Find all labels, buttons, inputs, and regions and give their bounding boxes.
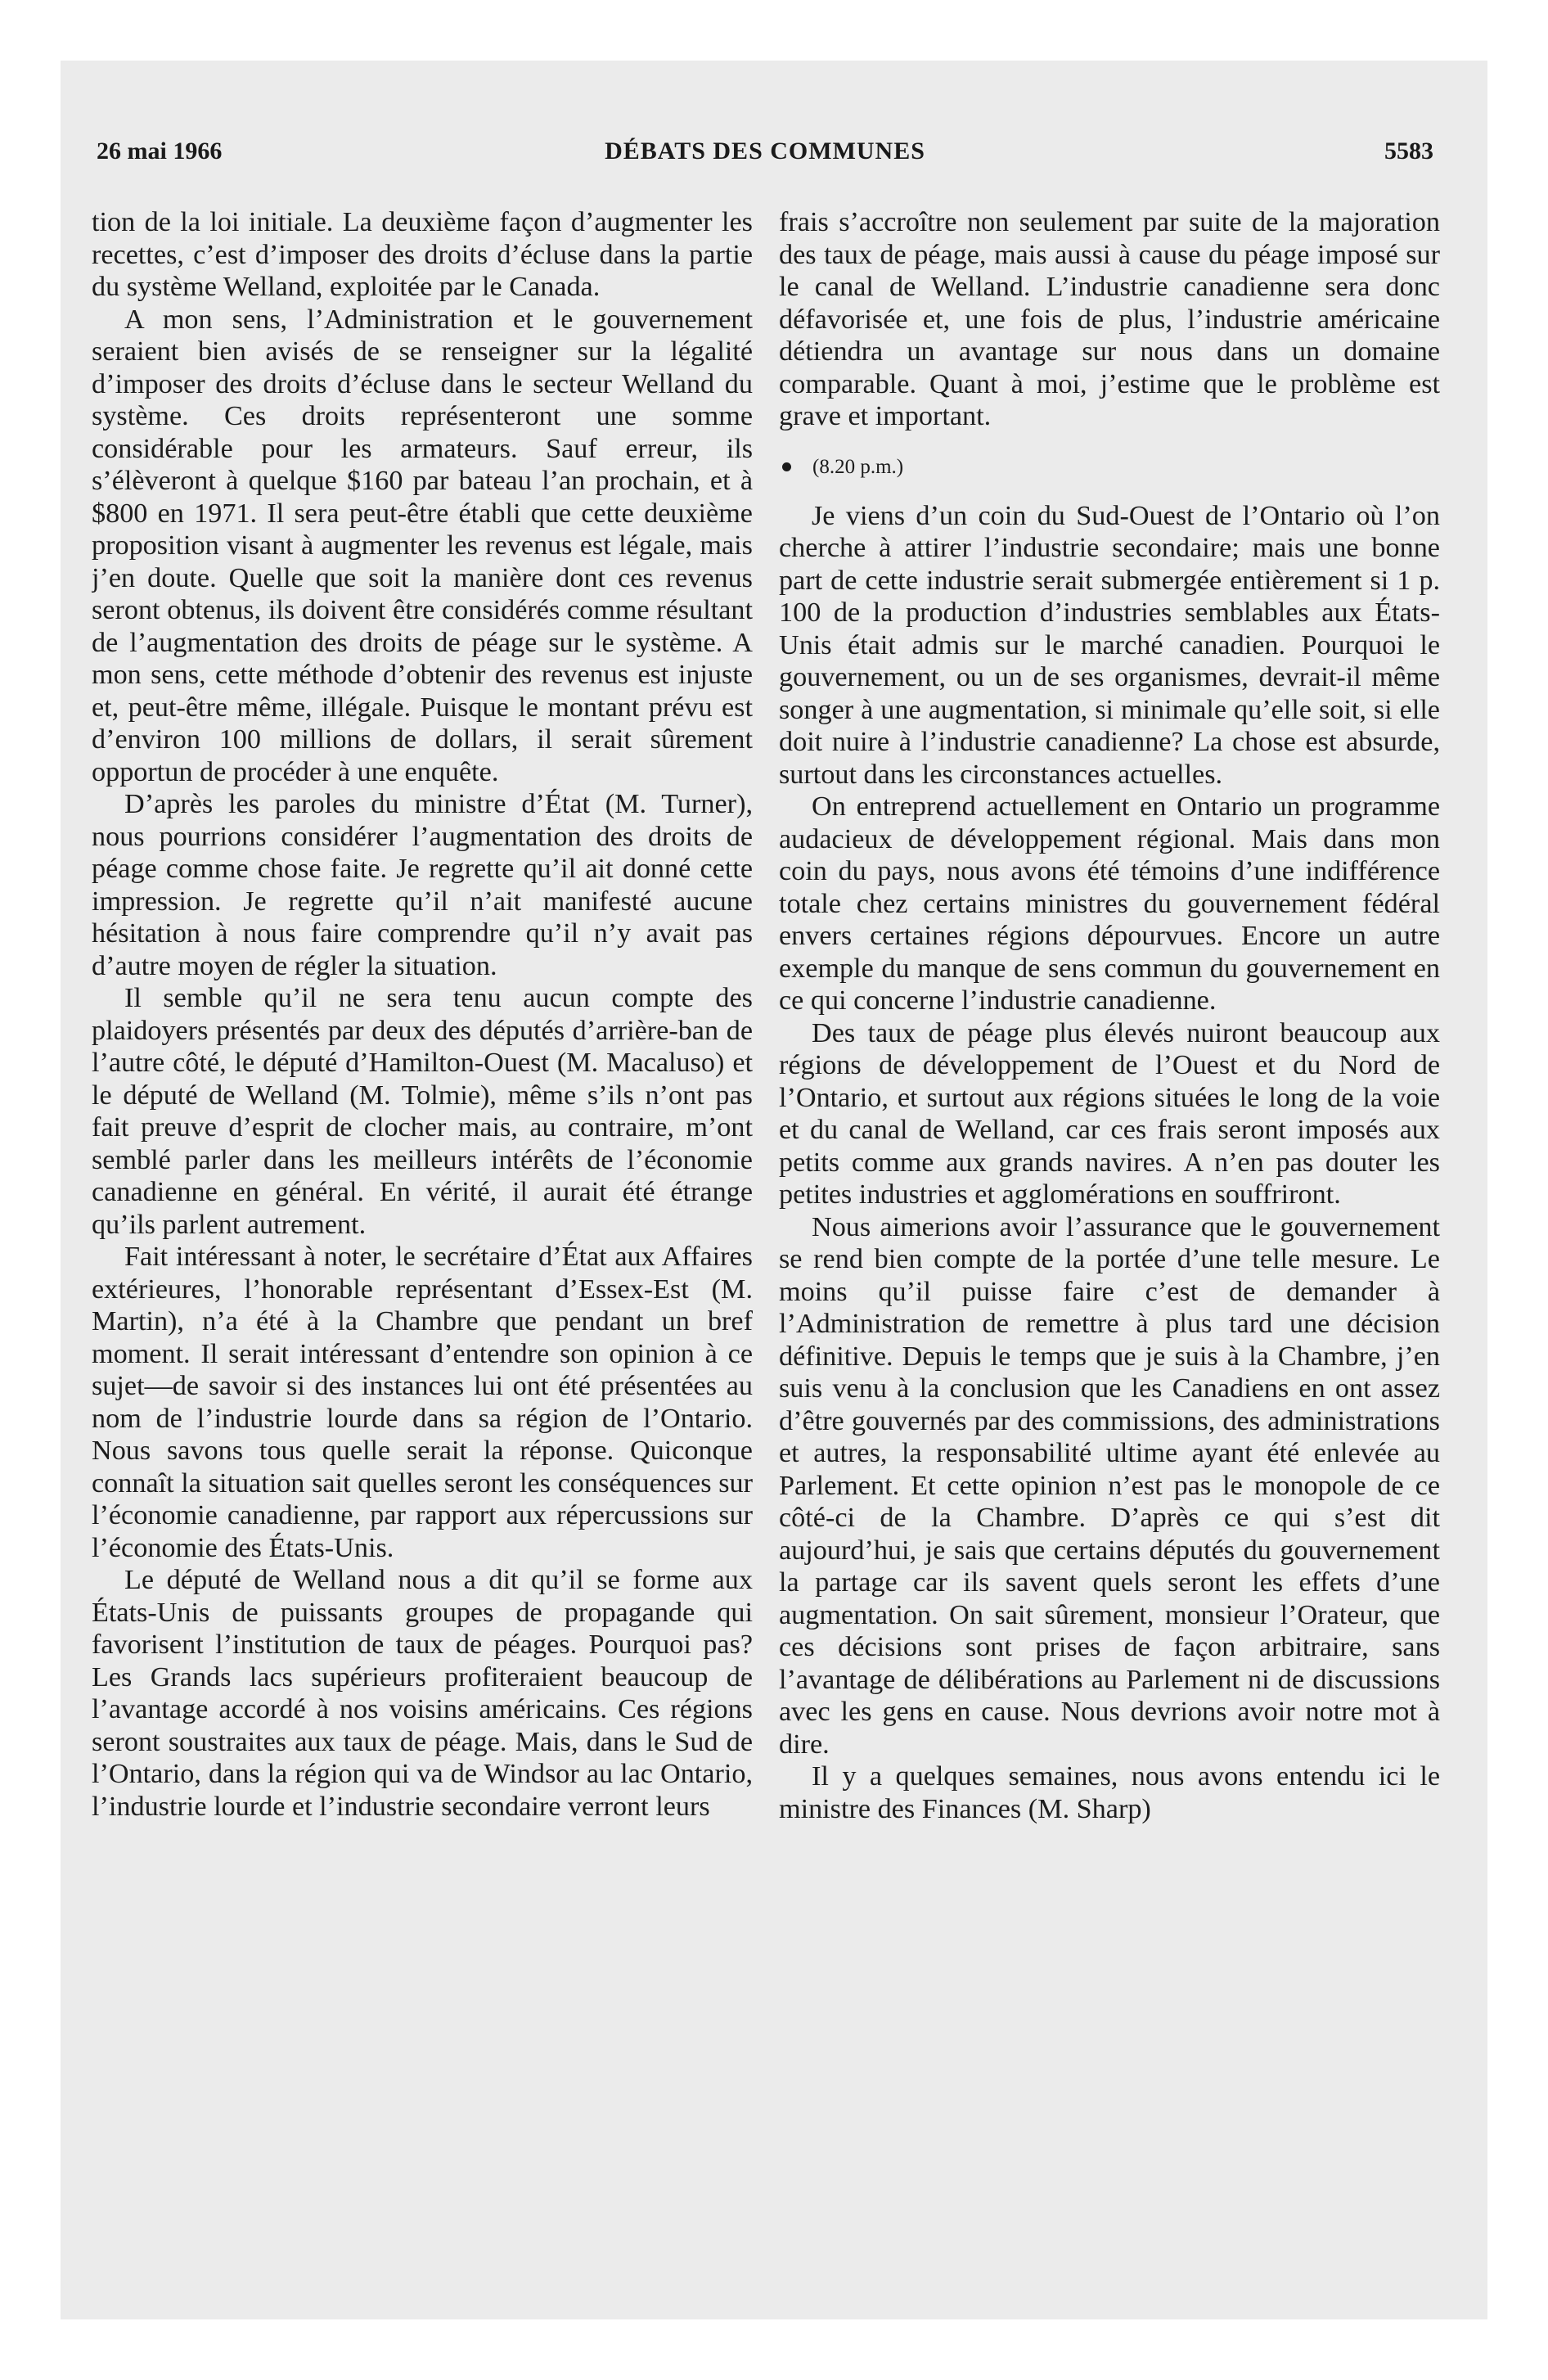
bullet-icon bbox=[782, 462, 791, 471]
header-page-number: 5583 bbox=[1384, 137, 1433, 165]
paragraph: Le député de Welland nous a dit qu’il se forme aux États-Unis de puissants groupes de propagande qui favorisent l’institution de taux de péages. Pourquoi pas? Les Grands lacs supérieurs profiteraient beaucoup de l’avantage accordé à nos voisins américains. Ces régions seront soustraites aux taux de péage. Mais, dans le Sud de l’Ontario, dans la région qui va de Windsor au lac Ontario, l’industrie lourde et l’industrie secondaire verront leurs bbox=[92, 1565, 753, 1822]
paragraph: frais s’accroître non seulement par suite de la majoration des taux de péage, mais aussi à cause du péage imposé sur le canal de Welland. L’industrie canadienne sera donc défavorisée et, une fois de plus, l’industrie américaine détiendra un avantage sur nous dans un domaine comparable. Quant à moi, j’estime que le problème est grave et important. bbox=[779, 207, 1440, 431]
paragraph: Je viens d’un coin du Sud-Ouest de l’Ontario où l’on cherche à attirer l’industrie secondaire; mais une bonne part de cette industrie serait submergée entièrement si 1 p. 100 de la production d’industries semblables aux États-Unis était admis sur le marché canadien. Pourquoi le gouvernement, ou un de ses organismes, devrait-il même songer à une augmentation, si minimale qu’elle soit, si elle doit nuire à l’industrie canadienne? La chose est absurde, surtout dans les circonstances actuelles. bbox=[779, 500, 1440, 790]
header-date: 26 mai 1966 bbox=[97, 137, 223, 165]
header-title: DÉBATS DES COMMUNES bbox=[605, 137, 925, 165]
paragraph: Il semble qu’il ne sera tenu aucun compte des plaidoyers présentés par deux des députés d’arrière-ban de l’autre côté, le député d’Hamilton-Ouest (M. Macaluso) et le député de Welland (M. Tolmie), même s’ils n’ont pas fait preuve d’esprit de clocher mais, au contraire, m’ont semblé parler dans les meilleurs intérêts de l’économie canadienne en général. En vérité, il aurait été étrange qu’ils parlent autrement. bbox=[92, 983, 753, 1240]
paragraph: Nous aimerions avoir l’assurance que le gouvernement se rend bien compte de la portée d’une telle mesure. Le moins qu’il puisse faire c’est de demander à l’Administration de remettre à plus tard une décision définitive. Depuis le temps que je suis à la Chambre, j’en suis venu à la conclusion que les Canadiens en ont assez d’être gouvernés par des commissions, des administrations et autres, la responsabilité ultime ayant été enlevée au Parlement. Et cette opinion n’est pas le monopole de ce côté-ci de la Chambre. D’après ce qui s’est dit aujourd’hui, je sais que certains députés du gouvernement la partage car ils savent quels seront les effets d’une augmentation. On sait sûrement, monsieur l’Orateur, que ces décisions sont prises de façon arbitraire, sans l’avantage de délibérations au Parlement ni de discussions avec les gens en cause. Nous devrions avoir notre mot à dire. bbox=[779, 1211, 1440, 1760]
page-header bbox=[97, 137, 1433, 183]
timestamp bbox=[779, 454, 1440, 480]
paragraph: Des taux de péage plus élevés nuiront beaucoup aux régions de développement de l’Ouest et du Nord de l’Ontario, et surtout aux régions situées le long de la voie et du canal de Welland, car ces frais seront imposés aux petits comme aux grands navires. A n’en pas douter les petites industries et agglomérations en souffriront. bbox=[779, 1017, 1440, 1210]
left-column bbox=[92, 206, 753, 2277]
paragraph: D’après les paroles du ministre d’État (M. Turner), nous pourrions considérer l’augmentation des droits de péage comme chose faite. Je regrette qu’il ait donné cette impression. Je regrette qu’il n’ait manifesté aucune hésitation à nous faire comprendre qu’il n’y avait pas d’autre moyen de régler la situation. bbox=[92, 789, 753, 981]
paragraph: Fait intéressant à noter, le secrétaire d’État aux Affaires extérieures, l’honorable représentant d’Essex-Est (M. Martin), n’a été à la Chambre que pendant un bref moment. Il serait intéressant d’entendre son opinion à ce sujet—de savoir si des instances lui ont été présentées au nom de l’industrie lourde dans sa région de l’Ontario. Nous savons tous quelle serait la réponse. Quiconque connaît la situation sait quelles seront les conséquences sur l’économie canadienne, par rapport aux répercussions sur l’économie des États-Unis. bbox=[92, 1242, 753, 1563]
paragraph: A mon sens, l’Administration et le gouvernement seraient bien avisés de se renseigner sur la légalité d’imposer des droits d’écluse dans le secteur Welland du système. Ces droits représenteront une somme considérable pour les armateurs. Sauf erreur, ils s’élèveront à quelque $160 par bateau l’an prochain, et à $800 en 1971. Il sera peut-être établi que cette deuxième proposition visant à augmenter les revenus est légale, mais j’en doute. Quelle que soit la manière dont ces revenus seront obtenus, ils doivent être considérés comme résultant de l’augmentation des droits de péage sur le système. A mon sens, cette méthode d’obtenir des revenus est injuste et, peut-être même, illégale. Puisque le montant prévu est d’environ 100 millions de dollars, il serait sûrement opportun de procéder à une enquête. bbox=[92, 304, 753, 787]
timestamp-text: (8.20 p.m.) bbox=[812, 455, 904, 478]
paragraph: On entreprend actuellement en Ontario un programme audacieux de développement régional. Mais dans mon coin du pays, nous avons été témoins d’une indifférence totale chez certains ministres du gouvernement fédéral envers certaines régions dépourvues. Encore un autre exemple du manque de sens commun du gouvernement en ce qui concerne l’industrie canadienne. bbox=[779, 791, 1440, 1016]
paragraph: tion de la loi initiale. La deuxième façon d’augmenter les recettes, c’est d’imposer des droits d’écluse dans la partie du système Welland, exploitée par le Canada. bbox=[92, 207, 753, 302]
paragraph: Il y a quelques semaines, nous avons entendu ici le ministre des Finances (M. Sharp) bbox=[779, 1761, 1440, 1824]
right-column bbox=[779, 206, 1440, 2277]
